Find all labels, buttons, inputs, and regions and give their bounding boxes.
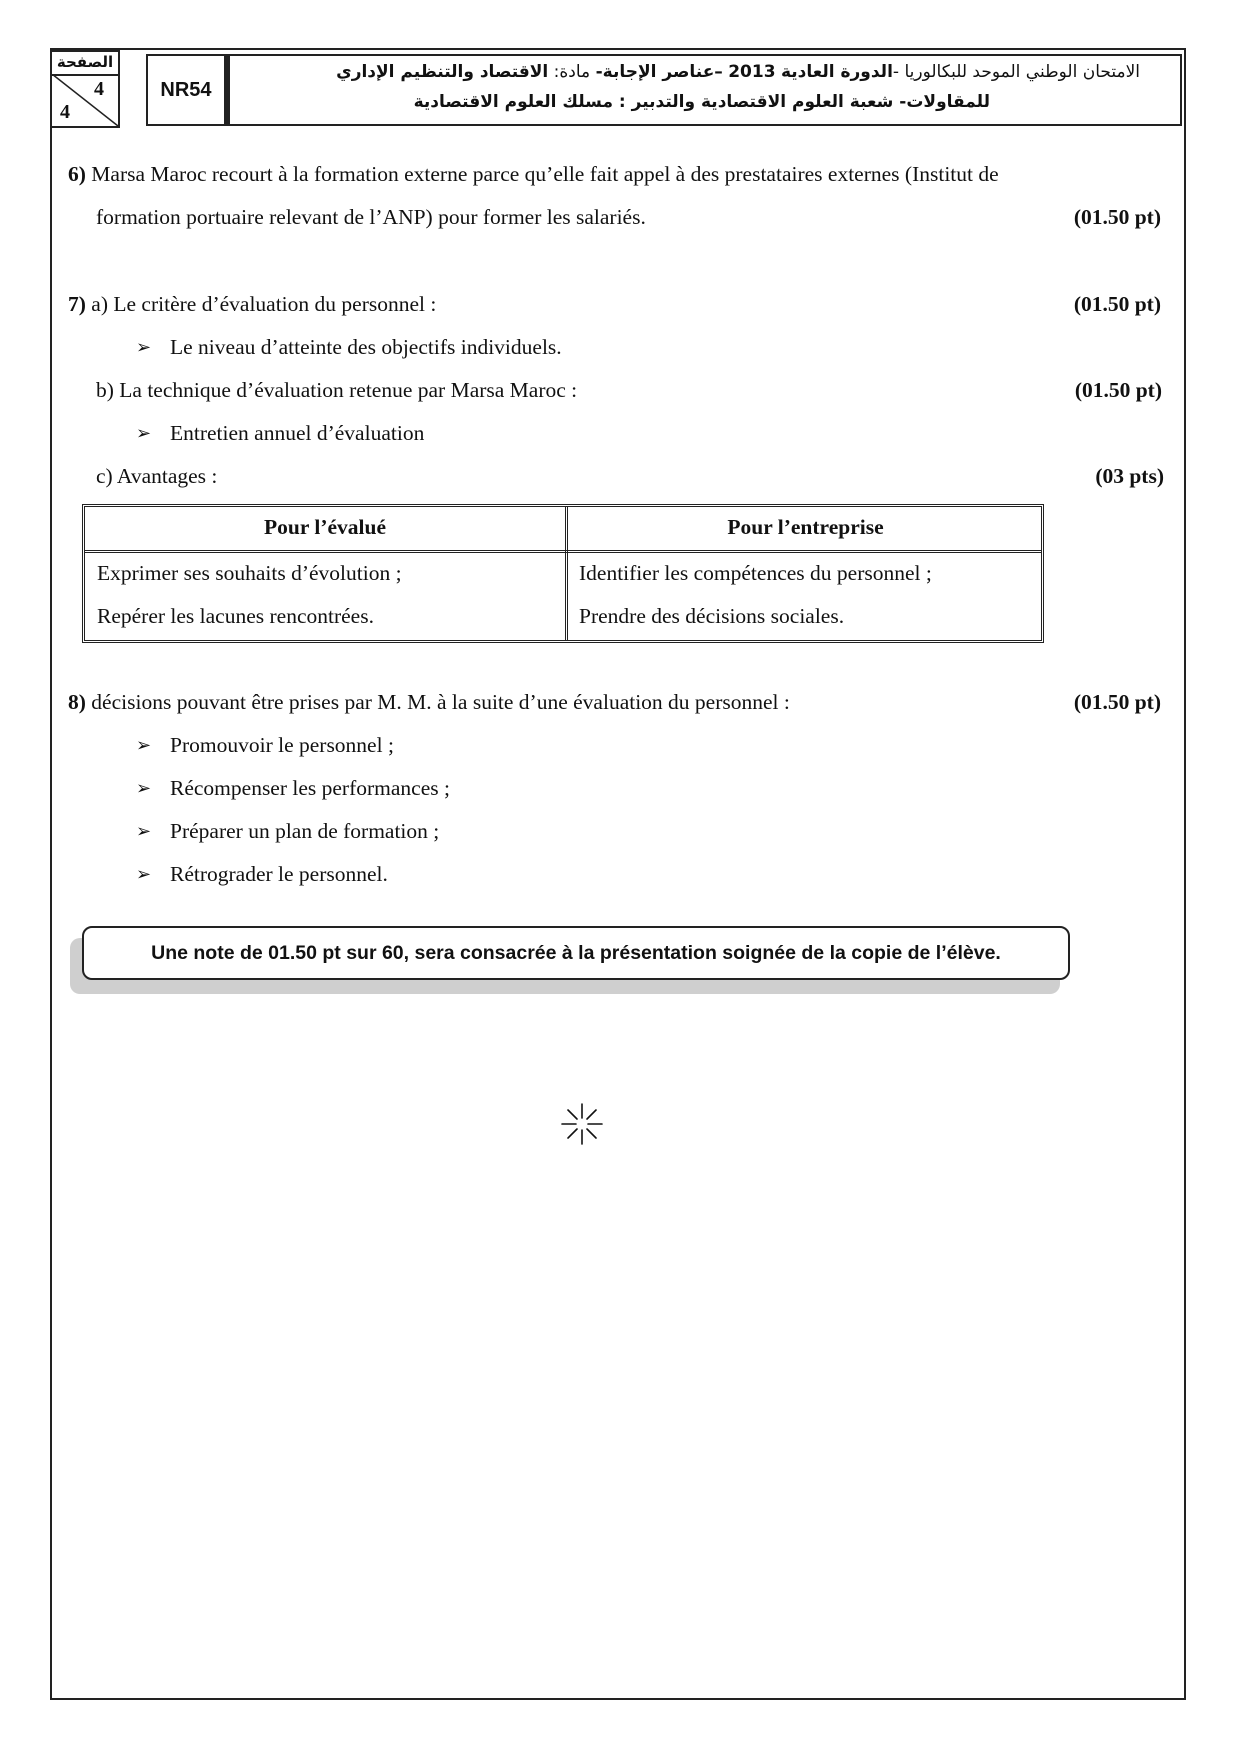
subject-name: الاقتصاد والتنظيم الإداري bbox=[336, 62, 549, 82]
arrow-bullet-icon: ➢ bbox=[136, 778, 152, 798]
subject-label: مادة: bbox=[548, 62, 596, 82]
exam-session: الدورة العادية bbox=[780, 62, 893, 82]
q8-bullet: Promouvoir le personnel ; bbox=[170, 733, 394, 757]
table-cell: Prendre des décisions sociales. bbox=[579, 604, 845, 628]
asterisk-end-icon bbox=[560, 1102, 604, 1146]
q8-text: décisions pouvant être prises par M. M. à la suite d’une évaluation du personnel : bbox=[91, 690, 790, 714]
q7-number: 7) bbox=[68, 292, 86, 316]
q7-b-text: b) La technique d’évaluation retenue par Marsa Maroc : bbox=[96, 378, 578, 402]
page-label: الصفحة bbox=[52, 52, 118, 76]
arrow-bullet-icon: ➢ bbox=[136, 821, 152, 841]
table-cell: Repérer les lacunes rencontrées. bbox=[97, 604, 374, 628]
q6-points: (01.50 pt) bbox=[1073, 205, 1161, 229]
page-total: 4 bbox=[60, 101, 70, 123]
q8-points: (01.50 pt) bbox=[1073, 690, 1161, 714]
q7-a-points: (01.50 pt) bbox=[1073, 292, 1161, 316]
arrow-bullet-icon: ➢ bbox=[136, 735, 152, 755]
exam-code: NR54 bbox=[146, 54, 226, 126]
q7-c-text: c) Avantages : bbox=[96, 464, 218, 488]
exam-answer-label: –عناصر الإجابة- bbox=[595, 62, 723, 82]
q7-a-line bbox=[68, 290, 436, 318]
arrow-bullet-icon: ➢ bbox=[136, 423, 152, 443]
exam-title-box bbox=[226, 54, 1182, 126]
q6-line1 bbox=[68, 160, 999, 188]
q7-a-bullet: Le niveau d’atteinte des objectifs individuels. bbox=[170, 335, 562, 359]
exam-title-prefix: الامتحان الوطني الموحد للبكالوريا - bbox=[892, 62, 1140, 82]
presentation-note: Une note de 01.50 pt sur 60, sera consacrée à la présentation soignée de la copie de l’élève. bbox=[82, 926, 1070, 980]
exam-title-line1 bbox=[336, 62, 1140, 82]
page-number-box bbox=[50, 50, 120, 128]
q7-c-points: (03 pts) bbox=[1095, 464, 1164, 488]
table-header-entreprise: Pour l’entreprise bbox=[727, 515, 884, 539]
q8-bullet: Récompenser les performances ; bbox=[170, 776, 450, 800]
q8-bullet: Rétrograder le personnel. bbox=[170, 862, 388, 886]
q8-line bbox=[68, 688, 790, 716]
table-header-evalue: Pour l’évalué bbox=[263, 515, 387, 539]
exam-year: 2013 bbox=[728, 62, 776, 82]
page-current: 4 bbox=[94, 78, 104, 100]
exam-title-line2: للمقاولات- شعبة العلوم الاقتصادية والتدبير : مسلك العلوم الاقتصادية bbox=[413, 92, 990, 112]
q6-text-line1: Marsa Maroc recourt à la formation externe parce qu’elle fait appel à des prestataires externes (Institut de bbox=[91, 162, 999, 186]
table-cell: Exprimer ses souhaits d’évolution ; bbox=[97, 561, 402, 585]
table-cell: Identifier les compétences du personnel ; bbox=[579, 561, 932, 585]
arrow-bullet-icon: ➢ bbox=[136, 864, 152, 884]
advantages-table bbox=[82, 504, 1044, 643]
q6-number: 6) bbox=[68, 162, 86, 186]
table-header-divider bbox=[85, 550, 1041, 553]
arrow-bullet-icon: ➢ bbox=[136, 337, 152, 357]
q6-text-line2: formation portuaire relevant de l’ANP) pour former les salariés. bbox=[96, 205, 646, 229]
q8-bullet: Préparer un plan de formation ; bbox=[170, 819, 440, 843]
q7-b-bullet: Entretien annuel d’évaluation bbox=[170, 421, 425, 445]
q7-a-text: a) Le critère d’évaluation du personnel : bbox=[91, 292, 437, 316]
q8-number: 8) bbox=[68, 690, 86, 714]
q7-b-points: (01.50 pt) bbox=[1074, 378, 1162, 402]
